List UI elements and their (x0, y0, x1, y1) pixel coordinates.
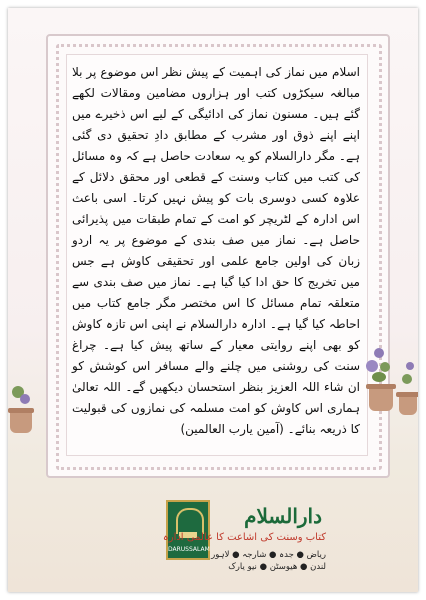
darussalam-logo (166, 500, 210, 560)
cities-line-1: ریاض ● جدہ ● شارجہ ● لاہور (211, 550, 326, 560)
cover-description (72, 62, 360, 440)
publisher-tagline: کتاب وسنت کی اشاعت کا عالمی ادارہ (162, 532, 326, 543)
publisher-name: دارالسلام (244, 504, 322, 528)
book-back-cover (8, 8, 418, 592)
flower-pot-illustration-right (362, 348, 418, 448)
description-paragraph: اسلام میں نماز کی اہمیت کے پیش نظر اس موضوع پر بلا مبالغہ سیکڑوں کتب اور ہزاروں مضامین ومقالات لکھے گئے ہیں۔ مسنون نماز کی ادائیگی کے لیے اس ذخیرے میں اپنے اپنے ذوق اور مشرب کے مطابق دادِ تحقیق دی گئی ہے۔ مگر دارالسلام کو یہ سعادت حاصل ہے کہ وہ مسائل کی کتب میں کتاب وسنت کے قطعی اور محقق دلائل کے علاوہ کسی دوسری بات کو پیش نہیں کرتا۔ اسی باعث اس ادارہ کے لٹریچر کو امت کے تمام طبقات میں پذیرائی حاصل ہے۔ نماز میں صف بندی کے موضوع پر یہ اردو زبان کی اولین جامع علمی اور تحقیقی کاوش ہے جس میں تخریج کا حق ادا کیا گیا ہے۔ نماز میں صف بندی سے متعلقہ تمام مسائل کا اس مختصر مگر جامع کتاب میں احاطہ کیا گیا ہے۔ ادارہ دارالسلام نے اپنی اس تازہ کاوش کو بھی اپنے روایتی معیار کے ساتھ پیش کیا ہے۔ چراغ سنت کی روشنی میں چلنے والے مسافر اس کوشش کو ان شاء اللہ العزیز بنظر استحسان دیکھیں گے۔ اللہ تعالیٰ ہماری اس کاوش کو امت مسلمہ کی نمازوں کی قبولیت کا ذریعہ بنائے۔ (آمین یارب العالمین) (72, 65, 360, 436)
cities-line-2: لندن ● هیوسٹن ● نیو یارک (228, 562, 326, 572)
logo-text: DARUSSALAM (168, 546, 210, 553)
publisher-cities (208, 549, 326, 573)
flower-pot-illustration-left (8, 386, 42, 446)
